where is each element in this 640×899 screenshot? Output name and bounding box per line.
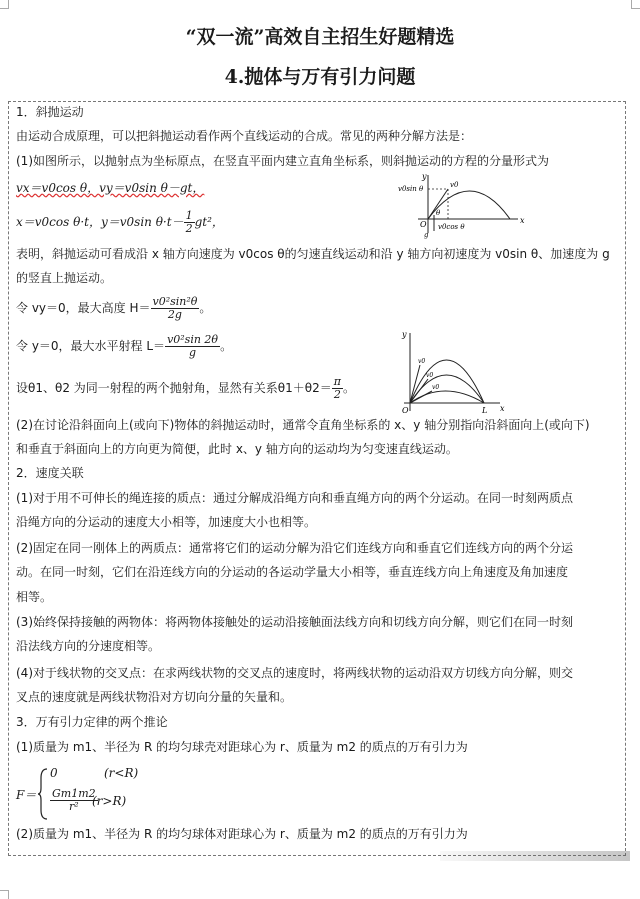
projectile-figure [398, 171, 528, 241]
section1-intro: 由运动合成原理，可以把斜抛运动看作两个直线运动的合成。常见的两种分解方法是： [16, 129, 473, 143]
max-range-fraction: $\frac{\text{v0²sin 2θ}}{g}$ [167, 333, 219, 359]
section3-p1: (1)质量为 m1、半径为 R 的均匀球壳对距球心为 r、质量为 m2 的质点的万有引力为 [16, 740, 468, 754]
case1-condition: (r<R) [104, 766, 139, 780]
fig2-origin-label: O [402, 406, 409, 415]
angle-relation-line: 设θ1、θ2 为同一射程的两个抛射角，显然有关系θ1＋θ2＝ $\frac{\pi}{2}$ 。 [16, 375, 355, 401]
corner-mark-bl [0, 890, 9, 899]
document-subtitle: 4.抛体与万有引力问题 [224, 66, 416, 88]
fig1-origin-label: O [420, 220, 427, 229]
fig1-y-label: y [422, 172, 427, 181]
piecewise-brace [38, 768, 48, 820]
fig2-v-low [410, 391, 432, 403]
section2-p1b: 沿绳方向的分运动的速度大小相等，加速度大小也相等。 [16, 515, 317, 529]
section1-heading: 1．斜抛运动 [16, 105, 84, 119]
fig1-trajectory [428, 191, 510, 219]
max-height-line: 令 vy＝0，最大高度 H＝ $\frac{\text{v0²sin²θ}}{2g}$ 。 [16, 295, 212, 321]
section2-p2a: (2)固定在同一刚体上的两质点：通常将它们的运动分解为沿它们连线方向和垂直它们连线方向的两个分运 [16, 541, 574, 555]
fig2-v-mid-label: v0 [426, 372, 434, 379]
corner-mark-tr [631, 0, 640, 9]
max-range-line: 令 y＝0，最大水平射程 L＝ $\frac{\text{v0²sin 2θ}}{g}$ 。 [16, 333, 233, 359]
fig1-vy-label: v0sin θ [398, 185, 424, 193]
range-figure [396, 327, 508, 415]
fig1-v0-label: v0 [450, 181, 459, 189]
section3-heading: 3．万有引力定律的两个推论 [16, 715, 168, 729]
fig2-end-label: L [482, 406, 488, 415]
section3-p2: (2)质量为 m1、半径为 R 的均匀球体对距球心为 r、质量为 m2 的质点的万有引力为 [16, 827, 468, 841]
case2-fraction: $\frac{Gm1m2}{\text{r²}}$ [52, 787, 96, 813]
fig2-x-label: x [500, 404, 505, 413]
corner-mark-tl [0, 0, 9, 9]
section2-p2b: 动。在同一时刻，它们在沿连线方向的分运动的各运动学量大小相等，垂直连线方向上角速度及角加速度 [16, 565, 569, 579]
fig2-v-low-label: v0 [432, 384, 440, 391]
fig1-g-label: g [424, 231, 429, 239]
fig1-vx-label: v0cos θ [438, 223, 465, 231]
section1-p1: (1)如图所示，以抛射点为坐标原点，在竖直平面内建立直角坐标系，则斜抛运动的方程的分量形式为 [16, 154, 550, 168]
section2-p3b: 沿法线方向的分速度相等。 [16, 639, 161, 653]
case2-condition: (r>R) [92, 794, 127, 808]
angle-fraction: $\frac{\pi}{2}$ [333, 375, 341, 401]
section2-p4b: 叉点的速度就是两线状物沿对方切向分量的矢量和。 [16, 690, 293, 704]
section2-heading: 2．速度关联 [16, 466, 84, 480]
section1-p2b: 的竖直上抛运动。 [16, 271, 113, 285]
section1-p3a: (2)在讨论沿斜面向上(或向下)物体的斜抛运动时，通常令直角坐标系的 x、y 轴分别指向沿斜面向上(或向下) [16, 418, 590, 432]
section2-p2c: 相等。 [16, 590, 53, 604]
force-label: F＝ [16, 788, 37, 802]
max-height-fraction: $\frac{\text{v0²sin²θ}}{2g}$ [152, 295, 198, 321]
fig1-theta-label: θ [436, 209, 441, 217]
section2-p4a: (4)对于线状物的交叉点：在求两线状物的交叉点的速度时，将两线状物的运动沿双方切线方向分解，则交 [16, 666, 574, 680]
case1-value: 0 [50, 766, 58, 780]
section1-p3b: 和垂直于斜面向上的方向更为简便，此时 x、y 轴方向的运动均为匀变速直线运动。 [16, 442, 458, 456]
fig2-v-top-label: v0 [418, 358, 426, 365]
fig1-x-label: x [520, 216, 525, 225]
section1-p2a: 表明，斜抛运动可看成沿 x 轴方向速度为 v0cos θ的匀速直线运动和沿 y 轴方向初速度为 v0sin θ、加速度为 g [16, 247, 610, 261]
page-shadow [440, 851, 630, 861]
document-title: “双一流”高效自主招生好题精选 [185, 26, 455, 48]
half-fraction: $\frac{1}{2}$ [185, 209, 193, 235]
section2-p3a: (3)始终保持接触的两物体：将两物体接触处的运动沿接触面法线方向和切线方向分解，则它们在同一时刻 [16, 615, 574, 629]
velocity-equations: vx＝v0cos θ，vy＝v0sin θ－gt， [16, 181, 205, 195]
piecewise-force-formula [16, 766, 176, 822]
fig2-y-label: y [402, 330, 407, 339]
section2-p1a: (1)对于用不可伸长的绳连接的质点：通过分解成沿绳方向和垂直绳方向的两个分运动。在同一时刻两质点 [16, 491, 574, 505]
position-equations: x＝v0cos θ·t，y＝v0sin θ·t－ $\frac{1}{2}$ gt²， [16, 209, 224, 235]
